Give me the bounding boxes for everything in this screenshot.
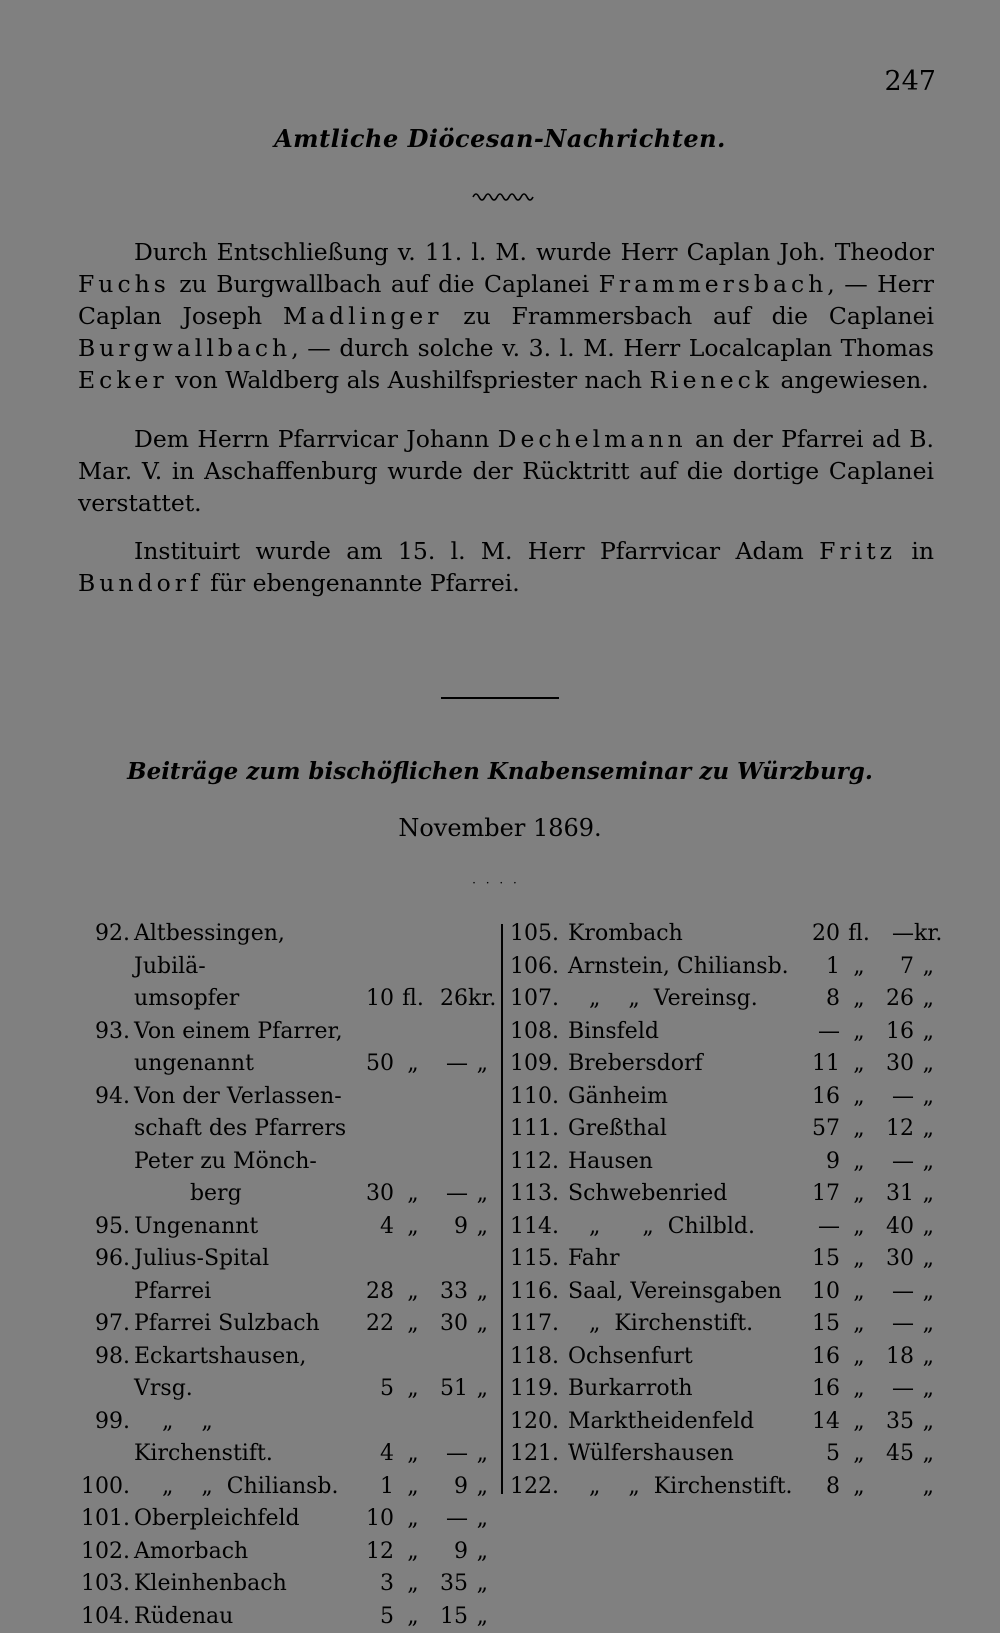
entry-amount (798, 1406, 934, 1439)
paragraph-text: in (896, 537, 934, 565)
unit-florins: „ (840, 1341, 878, 1374)
amount-kreuzer: 15 (432, 1601, 468, 1633)
amount-kreuzer: 26 (432, 983, 468, 1016)
entry-amount (798, 1308, 934, 1341)
unit-kreuzer: „ (914, 1211, 934, 1244)
unit-kreuzer: „ (468, 1211, 488, 1244)
entry-number: 92. (78, 918, 134, 951)
amount-kreuzer (878, 1471, 914, 1504)
spaced-name: Bundorf (78, 569, 203, 597)
amount-kreuzer: 9 (432, 1536, 468, 1569)
entry-name: „ Kirchenstift. (568, 1308, 798, 1341)
entry-number: 118. (510, 1341, 568, 1374)
amount-kreuzer: 33 (432, 1276, 468, 1309)
unit-florins: „ (394, 1601, 432, 1633)
section-subtitle: November 1869. (0, 814, 1000, 842)
list-item (78, 1081, 488, 1211)
amount-kreuzer: 35 (432, 1568, 468, 1601)
unit-kreuzer: „ (914, 1406, 934, 1439)
entry-name: Pfarrei Sulzbach (134, 1308, 352, 1341)
entry-number: 102. (78, 1536, 134, 1569)
list-item (510, 1016, 934, 1049)
amount-kreuzer: — (432, 1178, 468, 1211)
entry-name: Rüdenau (134, 1601, 352, 1633)
amount-kreuzer: 26 (878, 983, 914, 1016)
spaced-name: Rieneck (649, 366, 773, 394)
amount-kreuzer: — (878, 1373, 914, 1406)
unit-florins: „ (840, 1438, 878, 1471)
amount-florins: 57 (798, 1113, 840, 1146)
entry-name: Von der Verlassen- schaft des Pfarrers Peter zu Mönch- berg (134, 1081, 352, 1211)
list-item (78, 1568, 488, 1601)
unit-kreuzer: „ (914, 1113, 934, 1146)
amount-kreuzer: — (878, 1276, 914, 1309)
paragraph-text: an der Pfarrei ad B. Mar. V. in Aschaffenburg wurde der Rücktritt auf die dortige Caplanei verstattet. (78, 425, 934, 517)
amount-florins: 28 (352, 1276, 394, 1309)
amount-florins: 4 (352, 1438, 394, 1471)
amount-florins: — (798, 1211, 840, 1244)
entry-number: 113. (510, 1178, 568, 1211)
section-title: Beiträge zum bischöflichen Knabenseminar zu Würzburg. (0, 758, 1000, 785)
unit-florins: „ (840, 1081, 878, 1114)
entry-name: Wülfershausen (568, 1438, 798, 1471)
entry-number: 107. (510, 983, 568, 1016)
amount-kreuzer: 7 (878, 951, 914, 984)
entry-number: 109. (510, 1048, 568, 1081)
list-item (510, 1211, 934, 1244)
amount-florins: 22 (352, 1308, 394, 1341)
page-number: 247 (884, 66, 936, 97)
amount-kreuzer: — (432, 1503, 468, 1536)
entry-number: 111. (510, 1113, 568, 1146)
unit-florins: „ (394, 1503, 432, 1536)
amount-kreuzer: 45 (878, 1438, 914, 1471)
paragraph-institution (78, 535, 934, 599)
amount-kreuzer: 40 (878, 1211, 914, 1244)
unit-florins: „ (394, 1178, 432, 1211)
unit-kreuzer: „ (914, 1276, 934, 1309)
amount-kreuzer: — (432, 1438, 468, 1471)
paragraph-text: von Waldberg als Aushilfspriester nach (168, 366, 650, 394)
paragraph-text: , — durch solche v. 3. l. M. Herr Localcaplan Thomas (291, 334, 934, 362)
spaced-name: Fritz (819, 537, 896, 565)
amount-florins: 15 (798, 1243, 840, 1276)
unit-kreuzer: „ (914, 1243, 934, 1276)
entry-name: Ungenannt (134, 1211, 352, 1244)
entry-number: 104. (78, 1601, 134, 1633)
entry-number: 106. (510, 951, 568, 984)
unit-kreuzer: „ (914, 1373, 934, 1406)
entry-number: 112. (510, 1146, 568, 1179)
amount-florins: 15 (798, 1308, 840, 1341)
list-item (510, 1048, 934, 1081)
entry-number: 119. (510, 1373, 568, 1406)
unit-florins: „ (394, 1568, 432, 1601)
entry-number: 93. (78, 1016, 134, 1049)
entry-name: Greßthal (568, 1113, 798, 1146)
entry-amount (352, 1276, 488, 1309)
column-divider (501, 924, 503, 1494)
amount-florins: 1 (352, 1471, 394, 1504)
amount-kreuzer: 12 (878, 1113, 914, 1146)
entry-amount (352, 1568, 488, 1601)
paragraph-resignation (78, 423, 934, 519)
paragraph-text: angewiesen. (773, 366, 929, 394)
amount-kreuzer: — (432, 1048, 468, 1081)
amount-florins: 16 (798, 1341, 840, 1374)
list-item (510, 1406, 934, 1439)
unit-kreuzer: „ (914, 1438, 934, 1471)
amount-kreuzer: 16 (878, 1016, 914, 1049)
amount-kreuzer: 51 (432, 1373, 468, 1406)
unit-kreuzer: „ (914, 983, 934, 1016)
amount-kreuzer: 31 (878, 1178, 914, 1211)
entry-number: 116. (510, 1276, 568, 1309)
amount-florins: 30 (352, 1178, 394, 1211)
amount-kreuzer: — (878, 1081, 914, 1114)
entry-amount (798, 951, 934, 984)
entry-amount (798, 1373, 934, 1406)
contributions-left-column (78, 918, 488, 1633)
entry-amount (352, 1048, 488, 1081)
spaced-name: Frammersbach (599, 270, 828, 298)
unit-florins: fl. (840, 918, 878, 951)
unit-florins: „ (394, 1438, 432, 1471)
entry-number: 99. (78, 1406, 134, 1439)
entry-name: „ „ Vereinsg. (568, 983, 798, 1016)
amount-florins: 5 (352, 1601, 394, 1633)
entry-amount (798, 1471, 934, 1504)
unit-kreuzer: „ (468, 1568, 488, 1601)
entry-name: Saal, Vereinsgaben (568, 1276, 798, 1309)
entry-name: „ „ Chiliansb. (134, 1471, 352, 1504)
entry-name: Julius-Spital Pfarrei (134, 1243, 352, 1308)
amount-florins: 8 (798, 983, 840, 1016)
list-item (510, 1438, 934, 1471)
entry-number: 115. (510, 1243, 568, 1276)
paragraph-text: Durch Entschließung v. 11. l. M. wurde Herr Caplan Joh. Theodor (134, 238, 934, 266)
entry-name: „ „ Kirchenstift. (134, 1406, 352, 1471)
unit-kreuzer: „ (468, 1276, 488, 1309)
amount-kreuzer: 35 (878, 1406, 914, 1439)
unit-florins: „ (840, 1211, 878, 1244)
entry-amount (798, 1016, 934, 1049)
entry-name: Brebersdorf (568, 1048, 798, 1081)
entry-name: Krombach (568, 918, 798, 951)
entry-name: Altbessingen, Jubilä- umsopfer (134, 918, 352, 1016)
paragraph-text: zu Burgwallbach auf die Caplanei (170, 270, 599, 298)
spaced-name: Madlinger (283, 302, 442, 330)
amount-kreuzer: 9 (432, 1471, 468, 1504)
list-item (78, 1211, 488, 1244)
list-item (510, 1341, 934, 1374)
entry-amount (352, 1211, 488, 1244)
entry-name: Ochsenfurt (568, 1341, 798, 1374)
unit-kreuzer: „ (468, 1308, 488, 1341)
entry-number: 95. (78, 1211, 134, 1244)
amount-kreuzer: — (878, 1146, 914, 1179)
entry-amount (798, 1341, 934, 1374)
entry-number: 110. (510, 1081, 568, 1114)
entry-name: Arnstein, Chiliansb. (568, 951, 798, 984)
entry-name: Burkarroth (568, 1373, 798, 1406)
entry-amount (798, 1438, 934, 1471)
entry-name: Marktheidenfeld (568, 1406, 798, 1439)
list-item (510, 918, 934, 951)
amount-kreuzer: — (878, 918, 914, 951)
unit-kreuzer: „ (468, 1503, 488, 1536)
unit-kreuzer: „ (914, 1016, 934, 1049)
amount-florins: 10 (352, 983, 394, 1016)
amount-kreuzer: 9 (432, 1211, 468, 1244)
list-item (78, 1406, 488, 1471)
amount-florins: 5 (798, 1438, 840, 1471)
entry-number: 108. (510, 1016, 568, 1049)
unit-florins: „ (840, 1406, 878, 1439)
unit-kreuzer: „ (468, 1373, 488, 1406)
spaced-name: Fuchs (78, 270, 170, 298)
unit-florins: „ (840, 1373, 878, 1406)
entry-amount (798, 1243, 934, 1276)
unit-kreuzer: kr. (914, 918, 934, 951)
entry-amount (352, 1536, 488, 1569)
page-title: Amtliche Diöcesan-Nachrichten. (0, 124, 1000, 153)
unit-florins: „ (840, 1146, 878, 1179)
entry-number: 97. (78, 1308, 134, 1341)
entry-amount (798, 1178, 934, 1211)
list-item (78, 1503, 488, 1536)
amount-kreuzer: 30 (432, 1308, 468, 1341)
entry-amount (798, 918, 934, 951)
list-item (510, 1113, 934, 1146)
entry-name: Hausen (568, 1146, 798, 1179)
entry-number: 117. (510, 1308, 568, 1341)
entry-name: Binsfeld (568, 1016, 798, 1049)
entry-number: 121. (510, 1438, 568, 1471)
unit-kreuzer: „ (914, 951, 934, 984)
entry-amount (352, 1601, 488, 1633)
entry-number: 96. (78, 1243, 134, 1276)
spaced-name: Dechelmann (498, 425, 687, 453)
entry-number: 98. (78, 1341, 134, 1374)
paragraph-text: für ebengenannte Pfarrei. (203, 569, 520, 597)
contributions-right-column (510, 918, 934, 1503)
entry-name: Gänheim (568, 1081, 798, 1114)
amount-florins: 3 (352, 1568, 394, 1601)
unit-florins: „ (840, 1243, 878, 1276)
unit-kreuzer: „ (914, 1341, 934, 1374)
amount-florins: 50 (352, 1048, 394, 1081)
entry-number: 94. (78, 1081, 134, 1114)
list-item (78, 1243, 488, 1308)
amount-florins: 10 (352, 1503, 394, 1536)
list-item (78, 1341, 488, 1406)
amount-florins: 12 (352, 1536, 394, 1569)
list-item (78, 1016, 488, 1081)
unit-florins: „ (840, 951, 878, 984)
list-item (510, 1373, 934, 1406)
list-item (510, 983, 934, 1016)
entry-number: 120. (510, 1406, 568, 1439)
unit-florins: „ (840, 1308, 878, 1341)
unit-kreuzer: „ (468, 1601, 488, 1633)
unit-florins: „ (840, 1178, 878, 1211)
separator-dots: · · · · (466, 876, 526, 890)
unit-florins: „ (394, 1048, 432, 1081)
list-item (78, 1308, 488, 1341)
paragraph-text: Instituirt wurde am 15. l. M. Herr Pfarrvicar Adam (134, 537, 819, 565)
entry-amount (798, 1276, 934, 1309)
paragraph-appointments (78, 236, 934, 396)
amount-florins: 10 (798, 1276, 840, 1309)
unit-kreuzer: „ (914, 1081, 934, 1114)
amount-florins: 1 (798, 951, 840, 984)
list-item (510, 1471, 934, 1504)
unit-florins: „ (840, 1048, 878, 1081)
entry-amount (798, 1081, 934, 1114)
amount-kreuzer: — (878, 1308, 914, 1341)
unit-florins: „ (394, 1536, 432, 1569)
entry-name: Von einem Pfarrer, ungenannt (134, 1016, 352, 1081)
entry-name: „ „ Chilbld. (568, 1211, 798, 1244)
entry-number: 101. (78, 1503, 134, 1536)
unit-kreuzer: „ (468, 1536, 488, 1569)
entry-number: 114. (510, 1211, 568, 1244)
unit-florins: „ (840, 983, 878, 1016)
list-item (510, 1308, 934, 1341)
unit-kreuzer: „ (914, 1048, 934, 1081)
unit-kreuzer: kr. (468, 983, 488, 1016)
unit-florins: „ (394, 1471, 432, 1504)
list-item (510, 1276, 934, 1309)
amount-florins: 8 (798, 1471, 840, 1504)
entry-amount (352, 1178, 488, 1211)
amount-florins: 20 (798, 918, 840, 951)
entry-amount (352, 1438, 488, 1471)
entry-amount (352, 1308, 488, 1341)
entry-name: Eckartshausen, Vrsg. (134, 1341, 352, 1406)
amount-florins: 9 (798, 1146, 840, 1179)
entry-amount (352, 983, 488, 1016)
amount-florins: — (798, 1016, 840, 1049)
squiggle-ornament (472, 188, 534, 202)
amount-florins: 4 (352, 1211, 394, 1244)
amount-florins: 16 (798, 1081, 840, 1114)
list-item (510, 1243, 934, 1276)
list-item (78, 1601, 488, 1633)
unit-kreuzer: „ (914, 1178, 934, 1211)
list-item (78, 1536, 488, 1569)
entry-number: 105. (510, 918, 568, 951)
entry-number: 100. (78, 1471, 134, 1504)
unit-florins: „ (394, 1211, 432, 1244)
amount-kreuzer: 30 (878, 1048, 914, 1081)
list-item (78, 1471, 488, 1504)
amount-florins: 11 (798, 1048, 840, 1081)
amount-florins: 17 (798, 1178, 840, 1211)
unit-kreuzer: „ (468, 1438, 488, 1471)
paragraph-text: , — Herr Caplan Joseph (78, 270, 934, 330)
entry-name: „ „ Kirchenstift. (568, 1471, 798, 1504)
list-item (510, 1081, 934, 1114)
unit-kreuzer: „ (914, 1471, 934, 1504)
entry-number: 122. (510, 1471, 568, 1504)
entry-number: 103. (78, 1568, 134, 1601)
entry-amount (798, 1113, 934, 1146)
list-item (510, 1178, 934, 1211)
spaced-name: Burgwallbach (78, 334, 291, 362)
entry-amount (352, 1373, 488, 1406)
list-item (510, 1146, 934, 1179)
unit-florins: „ (394, 1276, 432, 1309)
unit-florins: „ (840, 1276, 878, 1309)
entry-amount (798, 983, 934, 1016)
unit-kreuzer: „ (468, 1471, 488, 1504)
unit-florins: „ (840, 1113, 878, 1146)
entry-amount (352, 1503, 488, 1536)
unit-florins: fl. (394, 983, 432, 1016)
entry-amount (798, 1211, 934, 1244)
unit-kreuzer: „ (914, 1308, 934, 1341)
amount-kreuzer: 30 (878, 1243, 914, 1276)
entry-name: Fahr (568, 1243, 798, 1276)
paragraph-text: Dem Herrn Pfarrvicar Johann (134, 425, 498, 453)
unit-florins: „ (394, 1373, 432, 1406)
entry-amount (798, 1146, 934, 1179)
section-divider (441, 697, 559, 699)
spaced-name: Ecker (78, 366, 168, 394)
unit-kreuzer: „ (914, 1146, 934, 1179)
entry-name: Schwebenried (568, 1178, 798, 1211)
amount-florins: 14 (798, 1406, 840, 1439)
entry-amount (798, 1048, 934, 1081)
list-item (510, 951, 934, 984)
list-item (78, 918, 488, 1016)
unit-florins: „ (840, 1471, 878, 1504)
unit-florins: „ (840, 1016, 878, 1049)
amount-florins: 16 (798, 1373, 840, 1406)
entry-name: Amorbach (134, 1536, 352, 1569)
unit-kreuzer: „ (468, 1048, 488, 1081)
amount-kreuzer: 18 (878, 1341, 914, 1374)
paragraph-text: zu Frammersbach auf die Caplanei (442, 302, 934, 330)
unit-kreuzer: „ (468, 1178, 488, 1211)
amount-florins: 5 (352, 1373, 394, 1406)
entry-name: Kleinhenbach (134, 1568, 352, 1601)
unit-florins: „ (394, 1308, 432, 1341)
entry-name: Oberpleichfeld (134, 1503, 352, 1536)
entry-amount (352, 1471, 488, 1504)
